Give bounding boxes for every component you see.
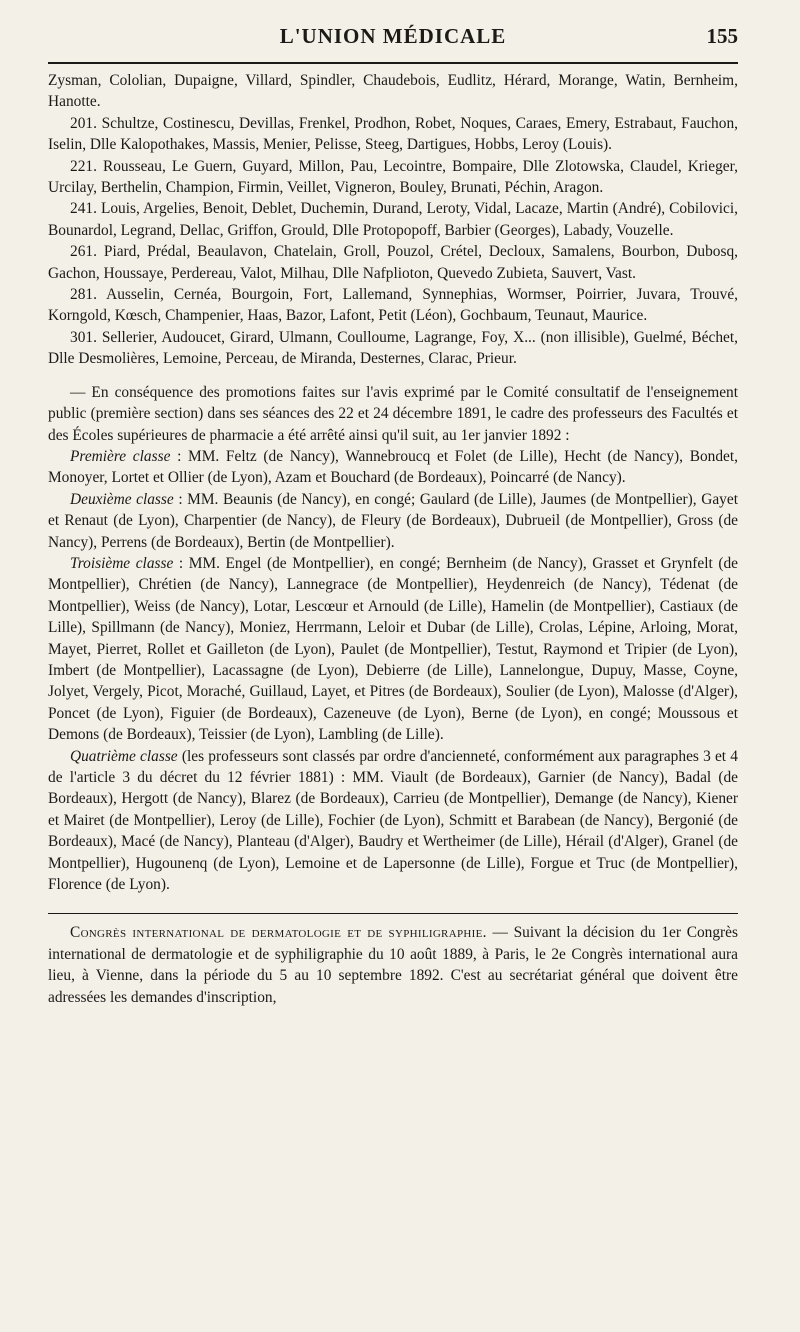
congress-notice [48, 922, 738, 1008]
congress-text: — Suivant la décision du 1er Congrès international de dermatologie et de syphiligraphie du 10 août 1889, à Paris, le 2e Congrès international aura lieu, à Vienne, dans la période du 5 au 10 septembre 1892. C'est au secrétariat général que doivent être adressées les demandes d'inscription, [48, 924, 738, 1006]
class-paragraph [48, 746, 738, 896]
class-paragraph [48, 553, 738, 746]
promotion-entry: 241. Louis, Argelies, Benoit, Deblet, Duchemin, Durand, Leroty, Vidal, Lacaze, Martin (André), Cobilovici, Bounardol, Legrand, Dellac, Griffon, Grould, Dlle Protopopoff, Barbier (Georges), Labady, Vouzelle. [48, 200, 738, 239]
class-text: : MM. Beaunis (de Nancy), en congé; Gaulard (de Lille), Jaumes (de Montpellier), Gayet et Renaut (de Lyon), Charpentier (de Nancy), de Fleury (de Bordeaux), Dubrueil (de Montpellier), Gross (de Nancy), Perrens (de Bordeaux), Bertin (de Montpellier). [48, 490, 738, 551]
promotion-entry: 201. Schultze, Costinescu, Devillas, Frenkel, Prodhon, Robet, Noques, Caraes, Emery, Estrabaut, Fauchon, Iselin, Dlle Kalopothakes, Massis, Menier, Pelisse, Steeg, Dartigues, Hobbs, Leroy (Louis). [48, 114, 738, 154]
class-paragraph [48, 489, 738, 553]
professor-announcement [48, 382, 738, 896]
promotion-entry: 261. Piard, Prédal, Beaulavon, Chatelain, Groll, Pouzol, Crétel, Decloux, Samalens, Bourbon, Dubosq, Gachon, Houssaye, Perdereau, Valot, Milhau, Dlle Nafplioton, Quevedo Zubieta, Sauvert, Vast. [48, 243, 738, 282]
class-text: (les professeurs sont classés par ordre d'ancienneté, conformément aux paragraphes 3 et 4 de l'article 3 du décret du 12 février 1881) : MM. Viault (de Bordeaux), Garnier (de Nancy), Badal (de Bordeaux), Hergott (de Nancy), Blarez (de Bordeaux), Carrieu (de Montpellier), Demange (de Nancy), Kiener et Mairet (de Montpellier), Leroy (de Lille), Fochier (de Lyon), Schmitt et Barabean (de Nancy), Bergonié (de Bordeaux), Macé (de Nancy), Planteau (d'Alger), Baudry et Wertheimer (de Lille), Hérail (d'Alger), Granel (de Montpellier), Hugounenq (de Lyon), Lemoine et de Lapersonne (de Lille), Forgue et Truc (de Montpellier), Florence (de Lyon). [48, 747, 738, 894]
congress-paragraph [48, 922, 738, 1008]
promotion-entry: 301. Sellerier, Audoucet, Girard, Ulmann, Coulloume, Lagrange, Foy, X... (non illisible), Guelmé, Béchet, Dlle Desmolières, Lemoine, Perceau, de Miranda, Desternes, Clarac, Prieur. [48, 328, 738, 368]
class-text: : MM. Feltz (de Nancy), Wannebroucq et Folet (de Lille), Hecht (de Nancy), Bondet, Monoyer, Lortet et Ollier (de Lyon), Azam et Bouchard (de Bordeaux), Poincarré (de Nancy). [48, 447, 738, 487]
promotion-list [48, 70, 738, 370]
congress-heading: Congrès international de dermatologie et de syphiligraphie. [70, 924, 487, 942]
class-label: Deuxième classe [70, 490, 174, 508]
section-rule [48, 913, 738, 914]
class-paragraph [48, 446, 738, 489]
running-head [48, 24, 738, 58]
class-text: : MM. Engel (de Montpellier), en congé; Bernheim (de Nancy), Grasset et Grynfelt (de Montpellier), Chrétien (de Nancy), Lannegrace (de Montpellier), Heydenreich (de Nancy), Tédenat (de Montpellier), Weiss (de Nancy), Lotar, Lescœur et Arnould (de Lille), Hamelin (de Montpellier), Castiaux (de Lille), Spillmann (de Nancy), Moniez, Herrmann, Leloir et Dubar (de Lille), Crolas, Lépine, Arloing, Morat, Mayet, Pierret, Rollet et Gailleton (de Lyon), Paulet (de Montpellier), Testut, Raymond et Tripier (de Lyon), Imbert (de Montpellier), Lacassagne (de Lyon), Debierre (de Lille), Lannelongue, Dupuy, Masse, Coyne, Jolyet, Vergely, Picot, Moraché, Guillaud, Layet, et Pitres (de Bordeaux), Soulier (de Lyon), Malosse (d'Alger), Poncet (de Lyon), Figuier (de Bordeaux), Cazeneuve (de Lyon), Berne (de Lyon), en congé; Moussous et Demons (de Bordeaux), Teissier (de Lyon), Lambling (de Lille). [48, 554, 738, 744]
header-rule [48, 62, 738, 64]
promotion-entry: 281. Ausselin, Cernéa, Bourgoin, Fort, Lallemand, Synnephias, Wormser, Poirrier, Juvara, Trouvé, Korngold, Kœsch, Champenier, Haas, Bazor, Lafont, Petit (Léon), Gochbaum, Teunaut, Maurice. [48, 286, 738, 325]
promotion-entry: Zysman, Cololian, Dupaigne, Villard, Spindler, Chaudebois, Eudlitz, Hérard, Morange, Watin, Bernheim, Hanotte. [48, 72, 738, 111]
journal-title: L'UNION MÉDICALE [279, 24, 507, 48]
class-label: Quatrième classe [70, 747, 178, 765]
page-number: 155 [706, 24, 738, 48]
class-label: Troisième classe [70, 554, 174, 572]
class-label: Première classe [70, 447, 171, 465]
announcement-intro: — En conséquence des promotions faites sur l'avis exprimé par le Comité consultatif de l'enseignement public (première section) dans ses séances des 22 et 24 décembre 1891, le cadre des professeurs des Facultés et des Écoles supérieures de pharmacie a été arrêté ainsi qu'il suit, au 1er janvier 1892 : [48, 383, 738, 444]
promotion-entry: 221. Rousseau, Le Guern, Guyard, Millon, Pau, Lecointre, Bompaire, Dlle Zlotowska, Claudel, Krieger, Urcilay, Berthelin, Champion, Firmin, Veillet, Vigneron, Bouley, Brunati, Péchin, Aragon. [48, 157, 738, 197]
